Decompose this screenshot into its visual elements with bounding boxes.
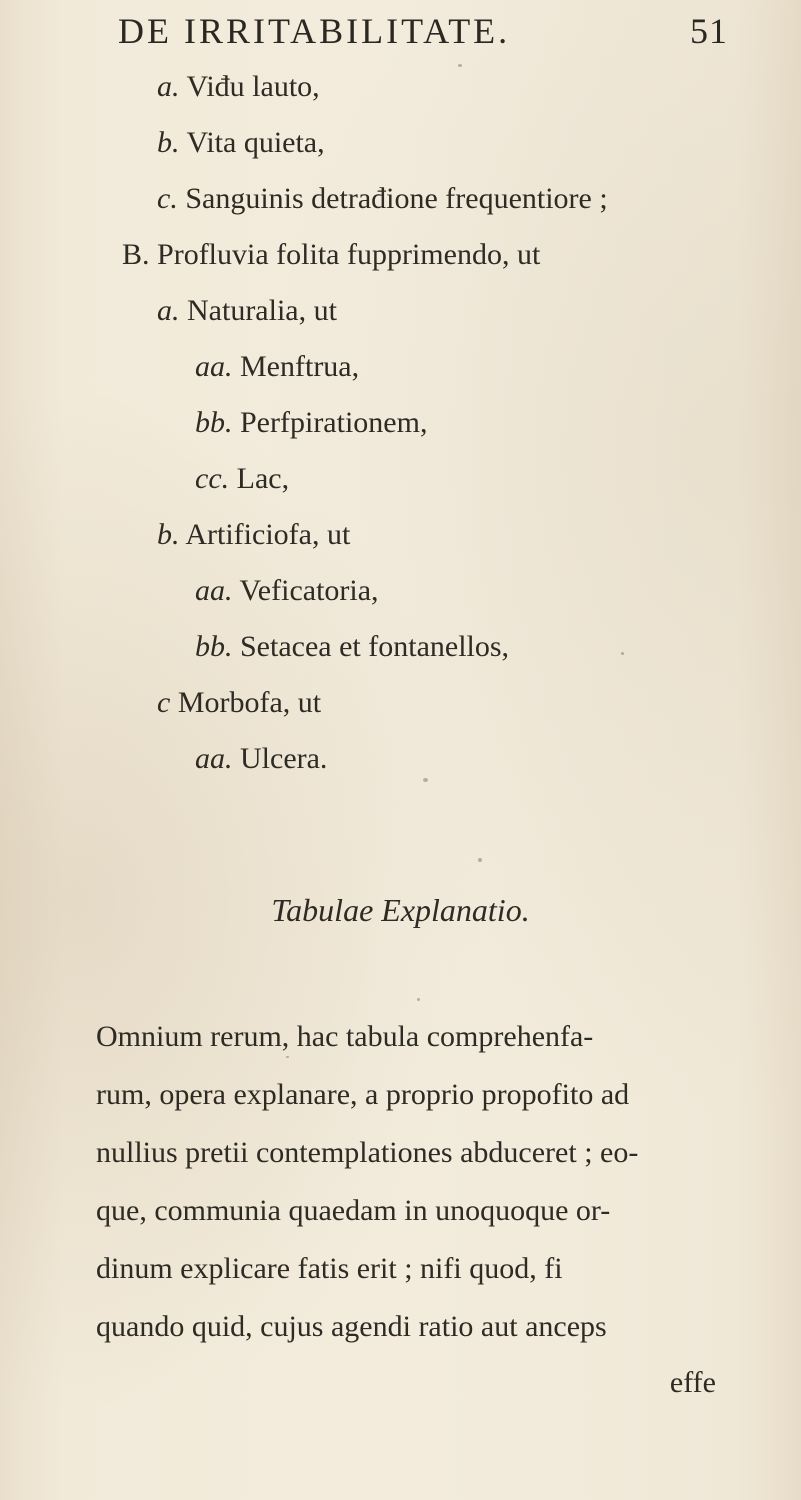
outline-item xyxy=(122,238,540,272)
outline-item xyxy=(157,182,608,216)
running-header xyxy=(118,10,728,52)
outline-item xyxy=(195,350,359,384)
section-title: Tabulae Explanatio. xyxy=(271,892,530,928)
paper-speck xyxy=(423,778,428,782)
outline-item xyxy=(157,518,350,552)
paper-speck xyxy=(621,652,624,655)
outline-text: Profluvia folita fupprimendo, ut xyxy=(157,238,541,271)
outline-item xyxy=(157,294,337,328)
outline-label: aa. xyxy=(195,742,233,775)
outline-text: Setacea et fontanellos, xyxy=(240,630,510,663)
outline-text: Perfpirationem, xyxy=(240,406,428,439)
paragraph-line: que, communia quaedam in unoquoque or- xyxy=(96,1194,611,1227)
outline-label: aa. xyxy=(195,574,233,607)
page-number: 51 xyxy=(690,11,728,51)
outline-text: Artificiofa, ut xyxy=(185,518,351,551)
outline-text: Lac, xyxy=(236,462,290,495)
outline-item xyxy=(157,686,321,720)
outline-label: c. xyxy=(157,182,178,215)
outline-label: aa. xyxy=(195,350,233,383)
paragraph-line: Omnium rerum, hac tabula comprehenfa- xyxy=(96,1020,594,1053)
paragraph-line: quando quid, cujus agendi ratio aut anceps xyxy=(96,1310,607,1343)
catchword: effe xyxy=(669,1366,716,1399)
outline-label: a. xyxy=(157,294,180,327)
outline-label: bb. xyxy=(195,630,233,663)
paragraph-line: nullius pretii contemplationes abduceret ; eo- xyxy=(96,1136,639,1169)
outline-text: Sanguinis detrađione frequentiore ; xyxy=(185,182,608,215)
outline-text: Vita quieta, xyxy=(186,126,325,159)
paragraph-line: rum, opera explanare, a proprio propofito ad xyxy=(96,1078,630,1111)
paragraph-line: dinum explicare fatis erit ; nifi quod, fi xyxy=(96,1252,563,1285)
paper-speck xyxy=(458,64,462,67)
outline-label: b. xyxy=(157,518,180,551)
outline-text: Veficatoria, xyxy=(239,574,379,607)
outline-item xyxy=(195,574,379,608)
outline-item xyxy=(195,462,289,496)
outline-label: b. xyxy=(157,126,180,159)
outline-text: Menftrua, xyxy=(240,350,360,383)
outline-item xyxy=(157,70,320,104)
outline-label: a. xyxy=(157,70,180,103)
outline-text: Viđu lauto, xyxy=(186,70,320,103)
outline-text: Ulcera. xyxy=(240,742,328,775)
paper-speck xyxy=(417,998,420,1001)
outline-label: cc. xyxy=(195,462,230,495)
paper-speck xyxy=(478,858,482,862)
outline-label: c xyxy=(157,686,171,719)
outline-item xyxy=(195,630,509,664)
outline-label: bb. xyxy=(195,406,233,439)
outline-text: Naturalia, ut xyxy=(187,294,337,327)
outline-item xyxy=(195,406,427,440)
outline-label: B. xyxy=(122,238,150,271)
paper-speck xyxy=(286,1056,289,1058)
running-title: DE IRRITABILITATE. xyxy=(118,11,511,51)
outline-item xyxy=(157,126,325,160)
outline-text: Morbofa, ut xyxy=(177,686,322,719)
outline-item xyxy=(195,742,327,776)
